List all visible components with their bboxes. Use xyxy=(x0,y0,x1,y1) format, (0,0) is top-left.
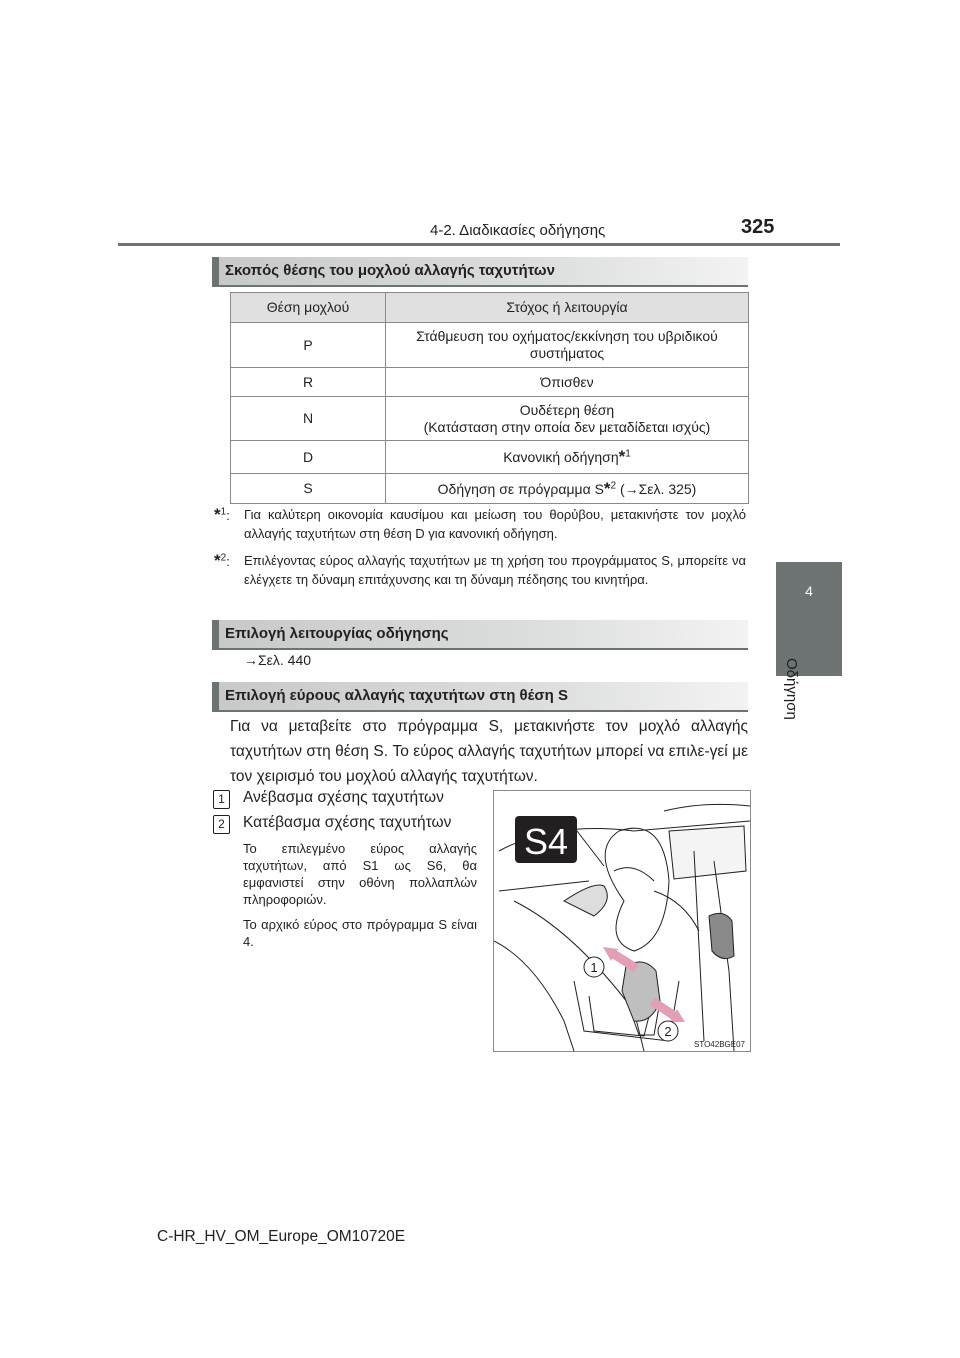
shift-position-table xyxy=(230,292,749,504)
footnote-marker: *$^2$: xyxy=(214,551,230,570)
position-cell: P xyxy=(231,323,386,368)
footnote-marker: *$^1$: xyxy=(214,505,230,524)
table-row xyxy=(231,474,749,504)
step-number: 1 xyxy=(213,790,230,809)
info-note: Το επιλεγμένο εύρος αλλαγής ταχυτήτων, από S1 ως S6, θα εμφανιστεί στην οθόνη πολλαπλών πληροφοριών. xyxy=(243,841,477,907)
chapter-label: Οδήγηση xyxy=(783,658,800,720)
table-header-row xyxy=(231,293,749,323)
section-title: Σκοπός θέσης του μοχλού αλλαγής ταχυτήτων xyxy=(225,262,555,279)
column-header-purpose: Στόχος ή λειτουργία xyxy=(386,293,749,323)
purpose-cell: Κανονική οδήγηση*$^1$ xyxy=(386,441,749,474)
section-heading-range-select xyxy=(212,682,748,712)
cockpit-drawing xyxy=(494,791,750,1051)
heading-bar xyxy=(212,257,219,285)
running-header: 4-2. Διαδικασίες οδήγησης xyxy=(430,222,606,239)
heading-bar xyxy=(212,682,219,710)
position-cell: S xyxy=(231,474,386,504)
purpose-cell: Ουδέτερη θέση (Κατάσταση στην οποία δεν μεταδίδεται ισχύς) xyxy=(386,397,749,441)
table-row xyxy=(231,441,749,474)
page-reference-link[interactable]: →Σελ. 440 xyxy=(244,652,312,668)
position-cell: D xyxy=(231,441,386,474)
footnote-text: Για καλύτερη οικονομία καυσίμου και μείωση του θορύβου, μετακινήστε τον μοχλό αλλαγής ταχυτήτων στη θέση D για κανονική οδήγηση. xyxy=(244,507,746,541)
purpose-cell: Στάθμευση του οχήματος/εκκίνηση του υβριδικού συστήματος xyxy=(386,323,749,368)
position-cell: R xyxy=(231,368,386,397)
heading-bar xyxy=(212,620,219,648)
column-header-position: Θέση μοχλού xyxy=(231,293,386,323)
gear-display-text: S4 xyxy=(523,821,569,862)
document-code-footer: C-HR_HV_OM_Europe_OM10720E xyxy=(157,1228,406,1245)
callout-1-text: 1 xyxy=(590,960,598,975)
header-rule xyxy=(118,243,840,246)
section-title: Επιλογή εύρους αλλαγής ταχυτήτων στη θέση S xyxy=(225,687,568,704)
step-number: 2 xyxy=(213,815,230,834)
chapter-number: 4 xyxy=(805,583,813,599)
illustration-code: STO42BGE07 xyxy=(694,1040,745,1049)
table-row xyxy=(231,397,749,441)
section-heading-drive-mode xyxy=(212,620,748,650)
page-number: 325 xyxy=(741,216,775,238)
footnote-2 xyxy=(214,551,746,589)
body-paragraph: Για να μεταβείτε στο πρόγραμμα S, μετακινήστε τον μοχλό αλλαγής ταχυτήτων στη θέση S. Το εύρος αλλαγής ταχυτήτων μπορεί να επιλε-γεί με τον χειρισμό του μοχλού αλλαγής ταχυτήτων. xyxy=(230,718,748,785)
shift-lever-illustration xyxy=(493,790,751,1052)
purpose-cell: Οδήγηση σε πρόγραμμα S*$^2$ (→Σελ. 325) xyxy=(386,474,749,504)
step-label: Κατέβασμα σχέσης ταχυτήτων xyxy=(243,814,452,831)
info-note: Το αρχικό εύρος στο πρόγραμμα S είναι 4. xyxy=(243,917,477,949)
section-heading-shift-purpose xyxy=(212,257,748,287)
step-label: Ανέβασμα σχέσης ταχυτήτων xyxy=(243,789,444,806)
table-row xyxy=(231,323,749,368)
table-row xyxy=(231,368,749,397)
purpose-cell: Όπισθεν xyxy=(386,368,749,397)
callout-2-text: 2 xyxy=(664,1024,672,1039)
footnote-1 xyxy=(214,505,746,543)
footnote-text: Επιλέγοντας εύρος αλλαγής ταχυτήτων με τη χρήση του προγράμματος S, μπορείτε να ελέγχετε τη δύναμη επιτάχυνσης και τη δύναμη πέδησης του κινητήρα. xyxy=(244,553,746,587)
section-title: Επιλογή λειτουργίας οδήγησης xyxy=(225,625,449,642)
position-cell: N xyxy=(231,397,386,441)
